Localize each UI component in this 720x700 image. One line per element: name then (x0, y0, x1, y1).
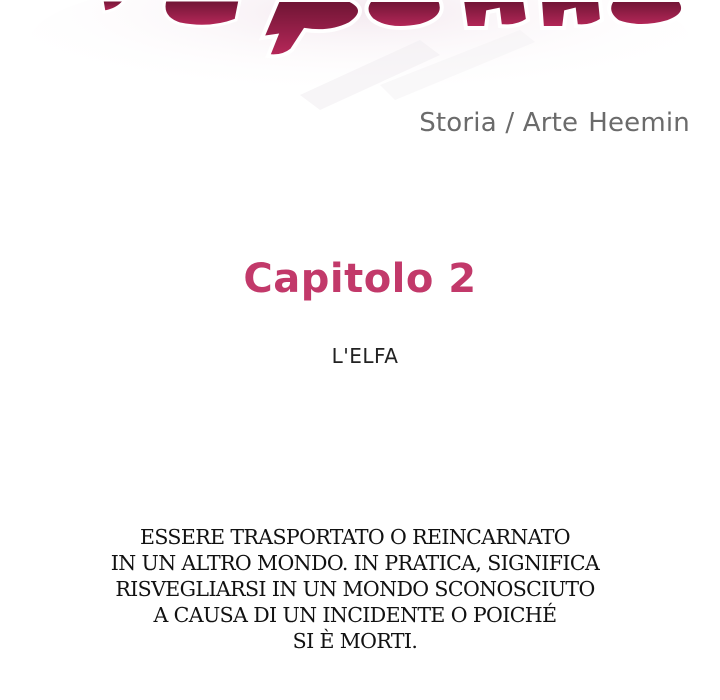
credits-label: Storia / Arte (419, 108, 579, 138)
chapter-subtitle: L'ELFA (331, 344, 399, 368)
caption-line: IN UN ALTRO MONDO. IN PRATICA, SIGNIFICA (110, 551, 600, 575)
chapter-title: Capitolo 2 (243, 256, 477, 302)
caption-line: RISVEGLIARSI IN UN MONDO SCONOSCIUTO (115, 577, 595, 601)
credits-line (380, 108, 690, 138)
credits-author: Heemin (588, 108, 690, 138)
caption-line: SI È MORTI. (292, 629, 418, 653)
caption-text (0, 524, 710, 654)
caption-line: ESSERE TRASPORTATO O REINCARNATO (139, 525, 571, 549)
caption-line: A CAUSA DI UN INCIDENTE O POICHÉ (153, 603, 557, 627)
